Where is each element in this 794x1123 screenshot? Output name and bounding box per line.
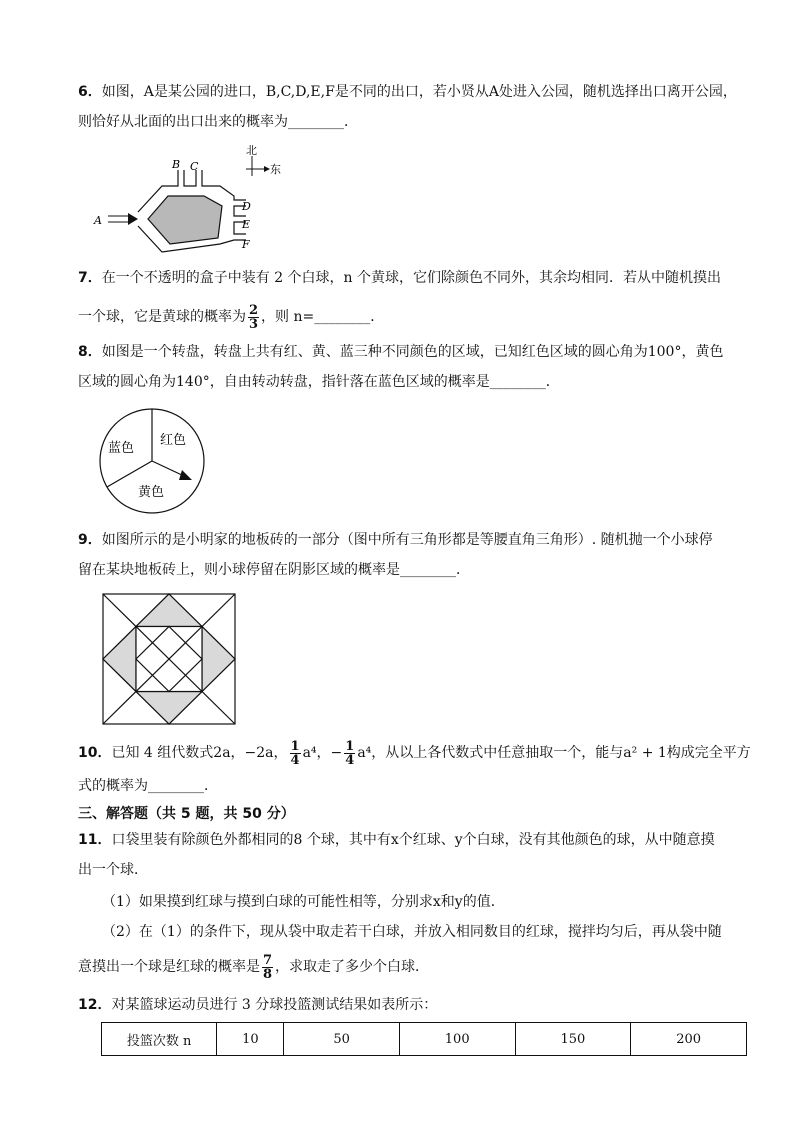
q12-text1: 对某篮球运动员进行 3 分球投篮测试结果如表所示： bbox=[111, 997, 438, 1013]
q7-line2 bbox=[78, 302, 384, 332]
q7-text1: 在一个不透明的盒子中装有 2 个白球，n 个黄球，它们除颜色不同外，其余均相同．若从中随机摸出 bbox=[101, 270, 722, 286]
table-cell: 50 bbox=[284, 1023, 399, 1056]
q9-number: 9． bbox=[78, 532, 102, 548]
q11-line2: 出一个球． bbox=[78, 862, 148, 878]
shaded-triangle-right bbox=[202, 627, 235, 692]
q10-f2-den: 4 bbox=[345, 752, 355, 768]
q11-number: 11． bbox=[78, 832, 112, 848]
q12-number: 12． bbox=[78, 997, 112, 1013]
q6-park-figure bbox=[88, 140, 288, 258]
q11-part2-line1: （2）在（1）的条件下，现从袋中取走若干白球，并放入相同数目的红球，搅拌均匀后，再从袋中随 bbox=[102, 924, 722, 940]
table-row bbox=[102, 1023, 747, 1056]
q11-part2-line2 bbox=[78, 952, 429, 982]
q10-line2: 式的概率为________． bbox=[78, 778, 218, 794]
q10-text1a: 已知 4 组代数式2a，−2a， bbox=[111, 745, 288, 761]
q11-text1: 口袋里装有除颜色外都相同的8 个球，其中有x个红球、y个白球，没有其他颜色的球，从中随意摸 bbox=[111, 832, 715, 848]
label-a: A bbox=[94, 214, 102, 227]
q10-fraction-1 bbox=[290, 740, 301, 767]
shaded-triangle-left bbox=[103, 627, 136, 692]
label-d: D bbox=[242, 200, 251, 213]
q12-table bbox=[101, 1022, 747, 1056]
label-e: E bbox=[242, 218, 251, 231]
table-cell: 10 bbox=[217, 1023, 284, 1056]
q10-fraction-2 bbox=[344, 740, 355, 767]
q9-line1 bbox=[78, 530, 713, 550]
table-header-cell: 投篮次数 n bbox=[102, 1023, 217, 1056]
q7-text2-post: ，则 n=________． bbox=[261, 309, 385, 325]
q6-text1: 如图，A是某公园的进口，B,C,D,E,F是不同的出口，若小贤从A处进入公园，随机选择出口离开公园， bbox=[101, 84, 737, 100]
q8-number: 8． bbox=[78, 344, 102, 360]
q11-part1: （1）如果摸到红球与摸到白球的可能性相等，分别求x和y的值． bbox=[102, 894, 505, 910]
section-3-heading: 三、解答题（共 5 题，共 50 分） bbox=[78, 806, 295, 822]
table-cell: 100 bbox=[399, 1023, 515, 1056]
q8-line1 bbox=[78, 342, 723, 362]
q9-tile-figure bbox=[101, 592, 237, 726]
q11-frac-num: 7 bbox=[263, 952, 273, 968]
compass-east-label: 东 bbox=[270, 163, 281, 176]
table-cell: 150 bbox=[515, 1023, 631, 1056]
q6-number: 6． bbox=[78, 84, 102, 100]
q7-line1 bbox=[78, 268, 721, 288]
q7-fraction bbox=[248, 304, 259, 331]
q9-line2: 留在某块地板砖上，则小球停留在阴影区域的概率是________． bbox=[78, 562, 470, 578]
label-f: F bbox=[242, 238, 250, 251]
q10-number: 10． bbox=[78, 745, 112, 761]
q11-line1 bbox=[78, 830, 715, 850]
q10-f2-num: 1 bbox=[345, 738, 355, 754]
q11-fraction bbox=[262, 954, 273, 981]
q6-line1 bbox=[78, 82, 737, 102]
entry-arrow-icon bbox=[128, 213, 138, 225]
q7-number: 7． bbox=[78, 270, 102, 286]
q8-spinner-figure bbox=[92, 402, 212, 514]
q8-text1: 如图是一个转盘，转盘上共有红、黄、蓝三种不同颜色的区域，已知红色区域的圆心角为100°，黄色 bbox=[101, 344, 724, 360]
label-b: B bbox=[172, 158, 181, 171]
q12-line1 bbox=[78, 995, 437, 1015]
q6-line2: 则恰好从北面的出口出来的概率为________． bbox=[78, 114, 358, 130]
q9-text1: 如图所示的是小明家的地板砖的一部分（图中所有三角形都是等腰直角三角形）. 随机抛一个小球停 bbox=[101, 532, 713, 548]
q10-f1-num: 1 bbox=[290, 738, 300, 754]
q10-text1b: a⁴，从以上各代数式中任意抽取一个，能与a² + 1构成完全平方 bbox=[357, 745, 751, 761]
park-center-shape bbox=[148, 196, 222, 244]
shaded-triangle-top bbox=[136, 594, 202, 627]
shaded-triangle-bottom bbox=[136, 692, 202, 725]
compass-north-label: 北 bbox=[246, 144, 257, 157]
q7-frac-den: 3 bbox=[249, 316, 259, 332]
q10-line1 bbox=[78, 738, 751, 768]
region-red-label: 红色 bbox=[160, 433, 187, 448]
q11-part2-pre: 意摸出一个球是红球的概率是 bbox=[78, 959, 260, 975]
q11-frac-den: 8 bbox=[263, 966, 273, 982]
label-c: C bbox=[190, 160, 199, 173]
table-cell: 200 bbox=[631, 1023, 747, 1056]
q10-f1-den: 4 bbox=[290, 752, 300, 768]
q11-part2-post: ，求取走了多少个白球． bbox=[275, 959, 430, 975]
q7-text2-pre: 一个球，它是黄球的概率为 bbox=[78, 309, 246, 325]
q8-line2: 区域的圆心角为140°，自由转动转盘，指针落在蓝色区域的概率是________． bbox=[78, 374, 560, 390]
region-blue-label: 蓝色 bbox=[108, 441, 135, 456]
region-yellow-label: 黄色 bbox=[138, 485, 165, 500]
q7-frac-num: 2 bbox=[249, 302, 259, 318]
q10-term1: a⁴，− bbox=[302, 745, 343, 761]
